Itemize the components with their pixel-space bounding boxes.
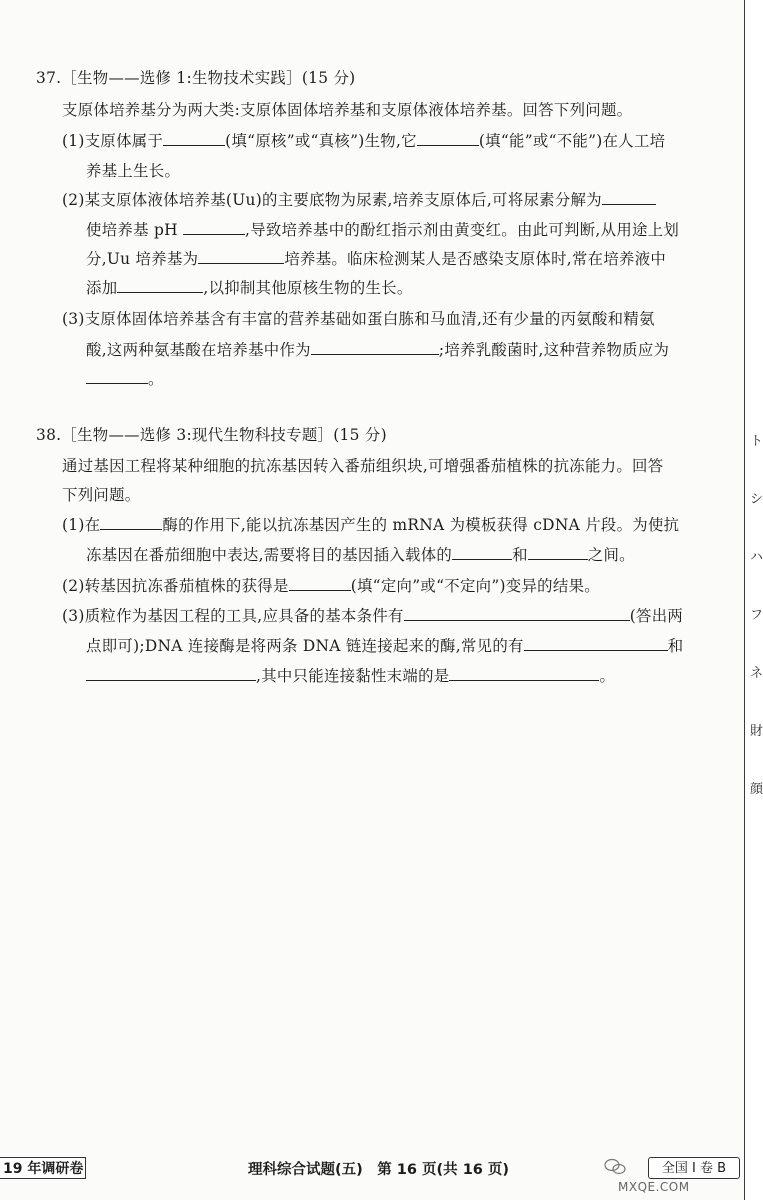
q37-part2-line4: 添加 ,以抑制其他原核生物的生长。: [86, 279, 413, 297]
q38-intro-line2: 下列问题。: [62, 486, 141, 504]
margin-binding-text: [750, 430, 763, 836]
q38-part3-line3: ,其中只能连接黏性末端的是 。: [86, 666, 615, 686]
q38-part3-line2: 点即可);DNA 连接酶是将两条 DNA 链连接起来的酶,常见的有 和: [86, 637, 684, 655]
answer-blank[interactable]: [524, 636, 668, 651]
footer-paper-type: 全国 I 卷 B: [648, 1157, 740, 1179]
q37-part1-line1: (1)支原体属于 (填“原核”或“真核”)生物,它 (填“能”或“不能”)在人工培: [62, 132, 666, 150]
answer-blank[interactable]: [117, 278, 203, 293]
q38-intro-line1: 通过基因工程将某种细胞的抗冻基因转入番茄组织块,可增强番茄植株的抗冻能力。回答: [62, 457, 664, 475]
footer-exam-label: 19 年调研卷: [0, 1157, 86, 1179]
answer-blank[interactable]: [452, 545, 512, 560]
margin-char: 顔: [750, 782, 763, 797]
q37-part2-line2: 使培养基 pH ,导致培养基中的酚红指示剂由黄变红。由此可判断,从用途上划: [86, 221, 680, 239]
q38-part1-line2: 冻基因在番茄细胞中表达,需要将目的基因插入载体的 和 之间。: [86, 546, 635, 564]
q37-header: 37.［生物——选修 1:生物技术实践］(15 分): [36, 69, 356, 87]
margin-char: ネ: [750, 666, 763, 681]
q38-part1-line1: (1)在 酶的作用下,能以抗冻基因产生的 mRNA 为模板获得 cDNA 片段。为使抗: [62, 516, 680, 534]
margin-char: ハ: [750, 550, 763, 565]
margin-char: シ: [750, 492, 763, 507]
answer-blank[interactable]: [183, 220, 245, 235]
answer-blank[interactable]: [289, 576, 351, 591]
answer-blank[interactable]: [417, 131, 479, 146]
q37-part2-line3: 分,Uu 培养基为 培养基。临床检测某人是否感染支原体时,常在培养液中: [86, 250, 667, 268]
answer-blank[interactable]: [86, 666, 256, 681]
wechat-icon: [604, 1158, 626, 1176]
margin-char: ト: [750, 434, 763, 449]
q38-part2: (2)转基因抗冻番茄植株的获得是 (填“定向”或“不定向”)变异的结果。: [62, 577, 600, 595]
answer-blank[interactable]: [602, 190, 656, 205]
footer-page-info: 理科综合试题(五) 第 16 页(共 16 页): [248, 1162, 510, 1178]
q38-part3-line1: (3)质粒作为基因工程的工具,应具备的基本条件有 (答出两: [62, 607, 684, 625]
answer-blank[interactable]: [449, 666, 599, 681]
answer-blank[interactable]: [86, 369, 148, 384]
q38-header: 38.［生物——选修 3:现代生物科技专题］(15 分): [36, 426, 387, 444]
q37-part3-line2: 酸,这两种氨基酸在培养基中作为 ;培养乳酸菌时,这种营养物质应为: [86, 341, 670, 359]
answer-blank[interactable]: [404, 606, 630, 621]
watermark-text: MXQE.COM: [618, 1180, 690, 1194]
q37-intro: 支原体培养基分为两大类:支原体固体培养基和支原体液体培养基。回答下列问题。: [62, 101, 633, 119]
answer-blank[interactable]: [163, 131, 225, 146]
answer-blank[interactable]: [311, 340, 439, 355]
q37-part3-line3: 。: [86, 369, 164, 389]
q37-part1-line2: 养基上生长。: [86, 162, 181, 180]
answer-blank[interactable]: [198, 249, 284, 264]
answer-blank[interactable]: [100, 515, 162, 530]
q37-part2-line1: (2)某支原体液体培养基(Uu)的主要底物为尿素,培养支原体后,可将尿素分解为: [62, 190, 656, 210]
margin-char: フ: [750, 608, 763, 623]
margin-char: 財: [750, 724, 763, 739]
q37-part3-line1: (3)支原体固体培养基含有丰富的营养基础如蛋白胨和马血清,还有少量的丙氨酸和精氨: [62, 310, 655, 328]
answer-blank[interactable]: [528, 545, 588, 560]
